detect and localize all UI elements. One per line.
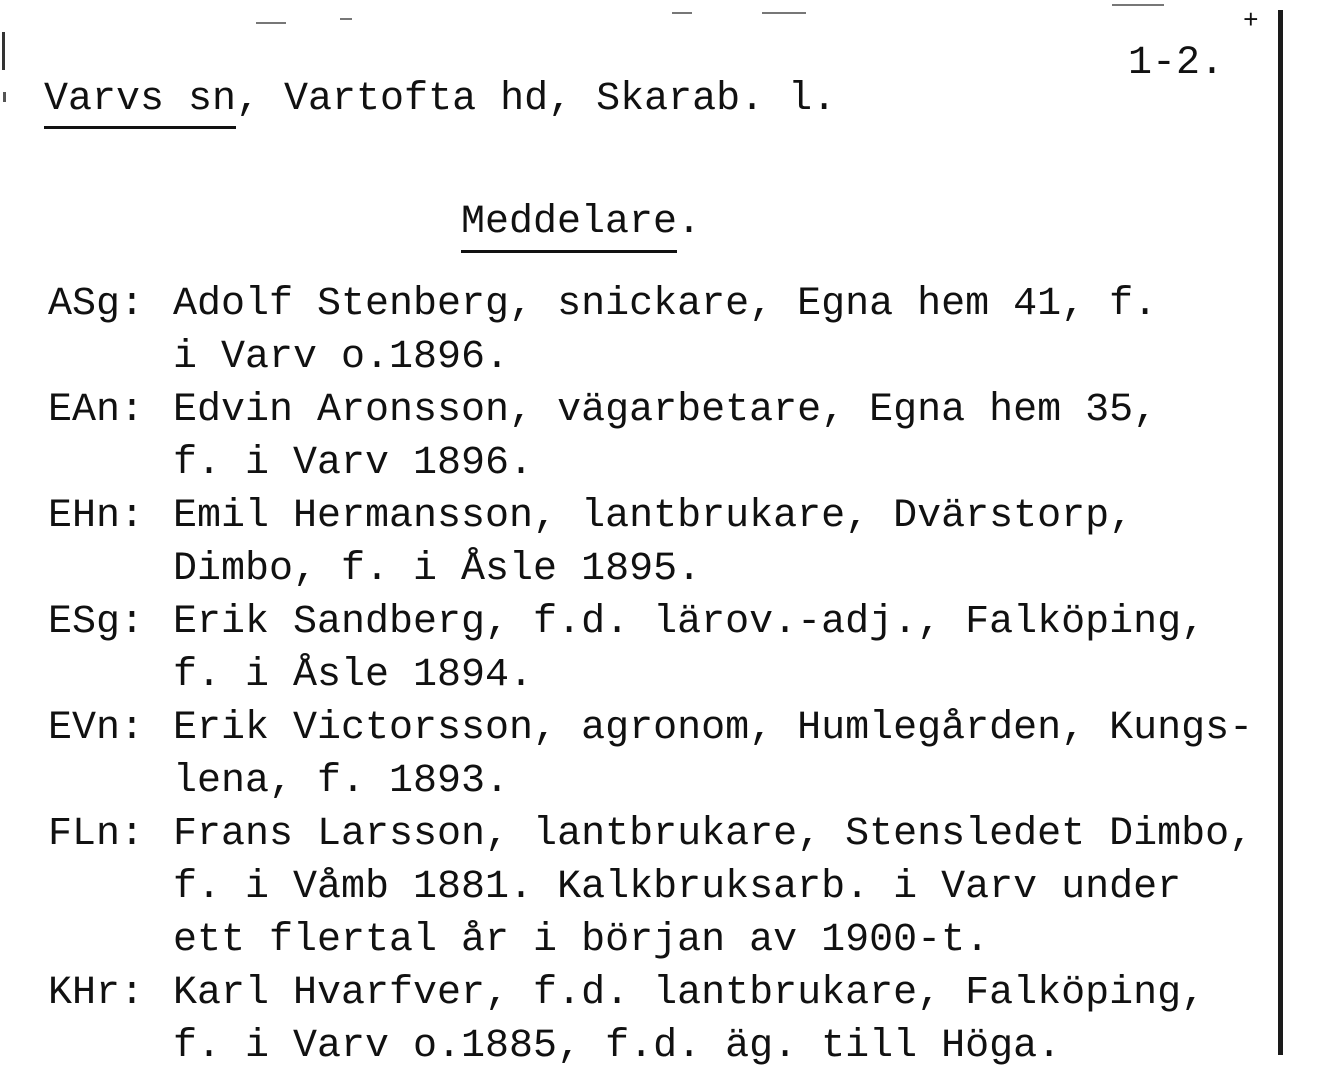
informant-code: EHn:: [48, 494, 145, 539]
informant-description: Karl Hvarfver, f.d. lantbrukare, Falköping, f. i Varv o.1885, f.d. äg. till Höga.: [173, 971, 1206, 1069]
top-scratch: [340, 18, 352, 20]
informant-description: Erik Sandberg, f.d. lärov.-adj., Falköping, f. i Åsle 1894.: [173, 600, 1206, 698]
informant-entry: [48, 967, 1288, 1073]
informant-description: Emil Hermansson, lantbrukare, Dvärstorp, Dimbo, f. i Åsle 1895.: [173, 494, 1134, 592]
informant-description: Frans Larsson, lantbrukare, Stensledet Dimbo, f. i Våmb 1881. Kalkbruksarb. i Varv under ett flertal år i början av 1900-t.: [173, 812, 1254, 963]
informant-code: ESg:: [48, 600, 145, 645]
section-title-word: Meddelare: [461, 200, 678, 245]
informant-code: FLn:: [48, 812, 145, 857]
informant-description: Erik Victorsson, agronom, Humlegården, Kungs- lena, f. 1893.: [173, 706, 1254, 804]
top-scratch: [762, 12, 806, 14]
informant-code: EVn:: [48, 706, 145, 751]
section-title-punct: .: [677, 200, 702, 245]
informant-code: EAn:: [48, 388, 145, 433]
informant-description: Edvin Aronsson, vägarbetare, Egna hem 35, f. i Varv 1896.: [173, 388, 1158, 486]
district-county: , Vartofta hd, Skarab. l.: [236, 77, 837, 122]
informant-entry: [48, 808, 1288, 967]
informant-list: [48, 278, 1288, 1073]
informant-code: ASg:: [48, 282, 145, 327]
parish-name: Varvs sn: [44, 77, 237, 122]
informant-code: KHr:: [48, 971, 145, 1016]
informant-entry: [48, 278, 1288, 384]
left-edge-dot: [3, 92, 6, 102]
left-edge-mark: [2, 32, 5, 70]
informant-entry: [48, 490, 1288, 596]
informant-entry: [48, 596, 1288, 702]
corner-plus-mark: +: [1243, 6, 1259, 36]
informant-entry: [48, 384, 1288, 490]
informant-description: Adolf Stenberg, snickare, Egna hem 41, f. i Varv o.1896.: [173, 282, 1158, 380]
section-title: [461, 200, 702, 245]
card-number: 1-2.: [1128, 41, 1225, 86]
informant-entry: [48, 702, 1288, 808]
top-scratch: [256, 22, 286, 24]
top-scratch: [672, 12, 692, 14]
card-heading: [44, 77, 837, 122]
top-scratch: [1112, 4, 1164, 6]
